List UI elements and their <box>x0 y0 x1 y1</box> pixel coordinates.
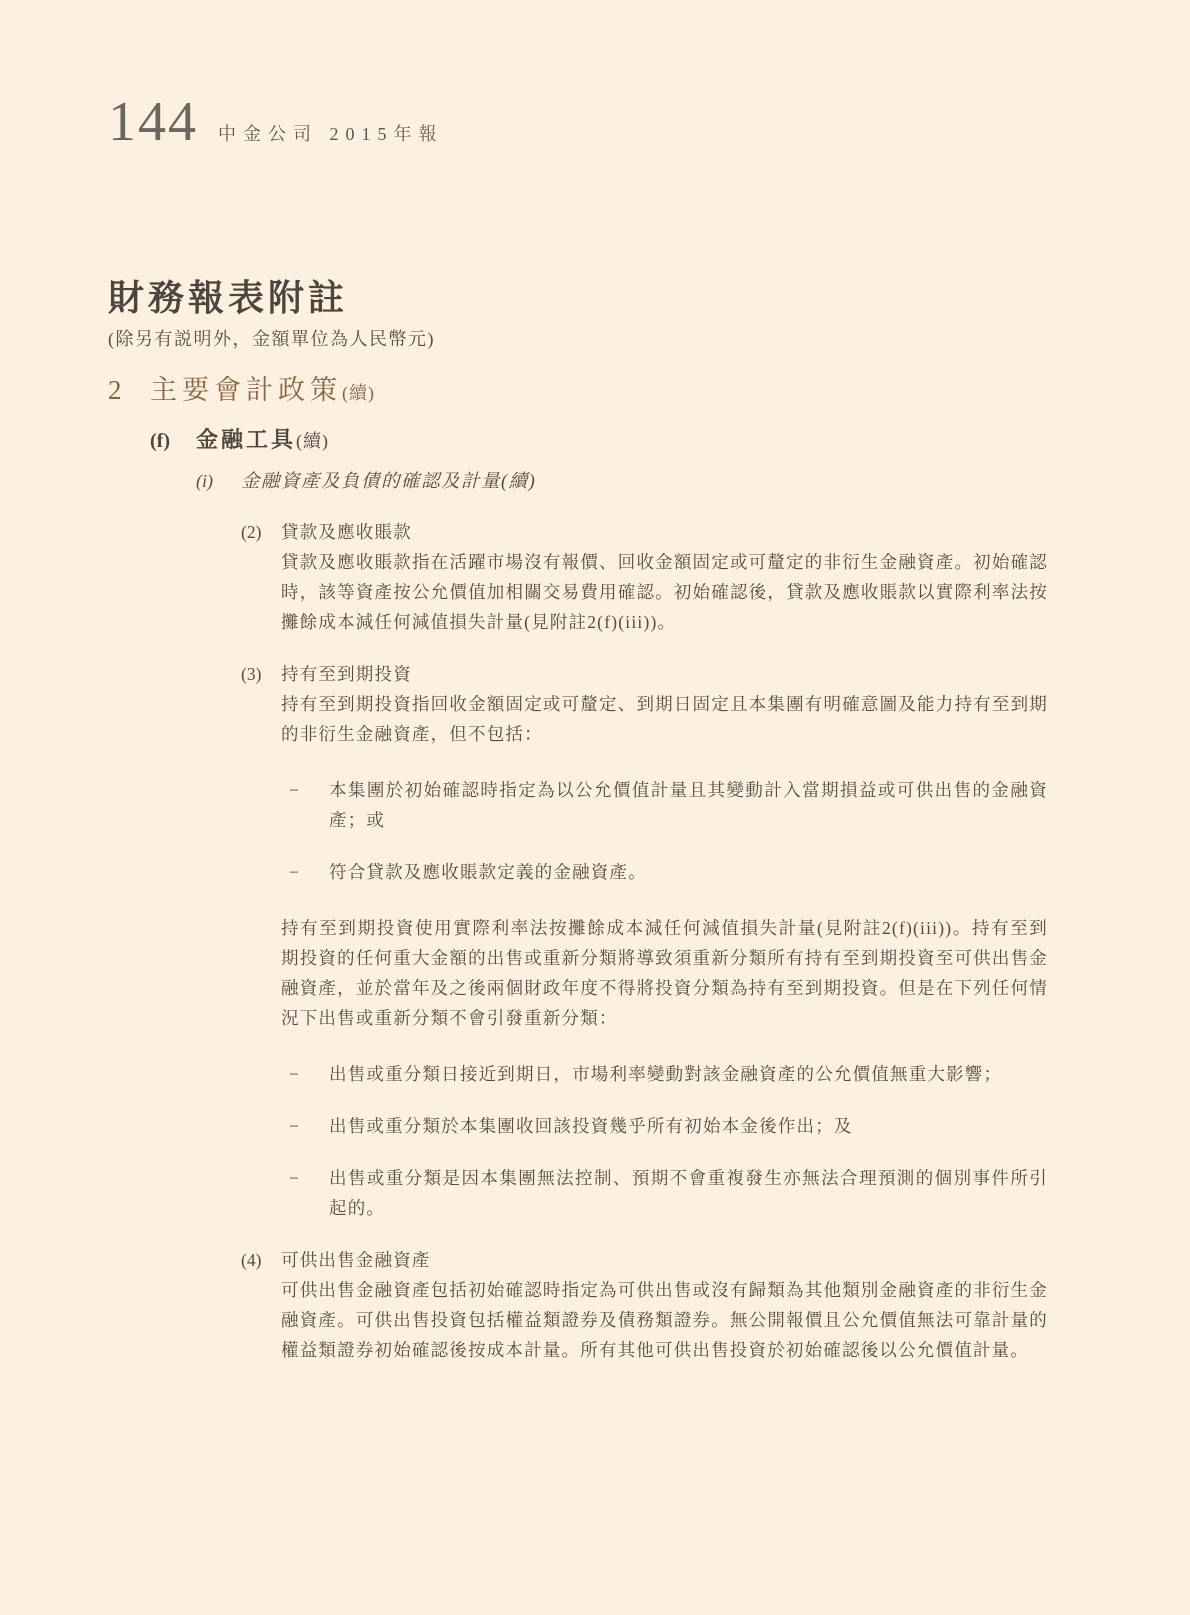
section-heading-text: 主要會計政策 <box>150 375 342 405</box>
subsection-i-continued: (續) <box>501 472 537 492</box>
section-heading-continued: (續) <box>342 383 375 403</box>
list-item <box>289 857 1048 887</box>
notes-content <box>108 276 1050 1365</box>
subsection-f-continued: (續) <box>296 431 330 451</box>
page-header <box>108 91 444 153</box>
section-2-row <box>108 372 1050 411</box>
item-content <box>281 1245 1048 1365</box>
list-item-text: 本集團於初始確認時指定為以公允價值計量且其變動計入當期損益或可供出售的金融資產；或 <box>329 780 1048 830</box>
report-title: 中金公司 2015年報 <box>218 124 444 144</box>
list-item-text: 出售或重分類日接近到期日，市場利率變動對該金融資產的公允價值無重大影響； <box>329 1064 1003 1084</box>
subsection-f-row <box>150 426 1050 455</box>
list-item <box>289 1059 1048 1089</box>
item-2-loans-and-receivables <box>241 517 1050 637</box>
paragraph: 可供出售金融資產包括初始確認時指定為可供出售或沒有歸類為其他類別金融資產的非衍生金融資產。可供出售投資包括權益類證券及債務類證券。無公開報價且公允價值無法可靠計量的權益類證券初始確認後按成本計量。所有其他可供出售投資於初始確認後以公允價值計量。 <box>281 1280 1048 1360</box>
subsection-i-heading <box>241 469 536 495</box>
paragraph: 持有至到期投資指回收金額固定或可釐定、到期日固定且本集團有明確意圖及能力持有至到期的非衍生金融資產，但不包括： <box>281 694 1048 744</box>
list-item <box>289 1163 1048 1223</box>
item-4-available-for-sale <box>241 1245 1050 1365</box>
doc-title: 財務報表附註 <box>108 278 349 318</box>
subsection-i-row <box>196 468 1050 495</box>
subsection-f-heading-text: 金融工具 <box>196 427 297 452</box>
paragraph: 持有至到期投資使用實際利率法按攤餘成本減任何減值損失計量(見附註2(f)(iii))。持有至到期投資的任何重大金額的出售或重新分類將導致須重新分類所有持有至到期投資至可供出售金融資產，並於當年及之後兩個財政年度不得將投資分類為持有至到期投資。但是在下列任何情況下出售或重新分類不會引發重新分類： <box>281 918 1048 1028</box>
item-label: (4) <box>241 1250 262 1270</box>
numbered-items <box>241 517 1050 1365</box>
item-content <box>281 659 1048 1223</box>
item-label: (3) <box>241 664 262 684</box>
page-number: 144 <box>108 91 198 153</box>
dash-bullet: − <box>289 862 299 882</box>
dash-bullet: − <box>289 780 299 800</box>
paragraph: 貸款及應收賬款指在活躍市場沒有報價、回收金額固定或可釐定的非衍生金融資產。初始確認時，該等資產按公允價值加相關交易費用確認。初始確認後，貸款及應收賬款以實際利率法按攤餘成本減任何減值損失計量(見附註2(f)(iii))。 <box>281 552 1048 632</box>
exclusion-list <box>289 775 1048 887</box>
section-number: 2 <box>108 375 122 405</box>
list-item <box>289 1111 1048 1141</box>
doc-subtitle: (除另有説明外，金額單位為人民幣元) <box>108 329 435 349</box>
section-heading <box>150 372 375 411</box>
exception-list <box>289 1059 1048 1223</box>
list-item-text: 出售或重分類於本集團收回該投資幾乎所有初始本金後作出；及 <box>329 1116 853 1136</box>
item-heading: 可供出售金融資產 <box>281 1250 431 1270</box>
list-item-text: 符合貸款及應收賬款定義的金融資產。 <box>329 862 647 882</box>
item-heading: 貸款及應收賬款 <box>281 522 412 542</box>
dash-bullet: − <box>289 1168 299 1188</box>
item-label: (2) <box>241 522 262 542</box>
dash-bullet: − <box>289 1064 299 1084</box>
list-item <box>289 775 1048 835</box>
subsection-i-label: (i) <box>196 471 213 491</box>
subsection-f-heading <box>196 426 329 455</box>
item-3-held-to-maturity <box>241 659 1050 1223</box>
subsection-f-label: (f) <box>150 430 170 452</box>
subsection-i-heading-text: 金融資產及負債的確認及計量 <box>241 472 502 492</box>
subsection-f <box>150 426 1050 1365</box>
dash-bullet: − <box>289 1116 299 1136</box>
list-item-text: 出售或重分類是因本集團無法控制、預期不會重複發生亦無法合理預測的個別事件所引起的。 <box>329 1168 1048 1218</box>
item-content <box>281 517 1048 637</box>
item-heading: 持有至到期投資 <box>281 664 412 684</box>
subsection-i <box>196 468 1050 1365</box>
